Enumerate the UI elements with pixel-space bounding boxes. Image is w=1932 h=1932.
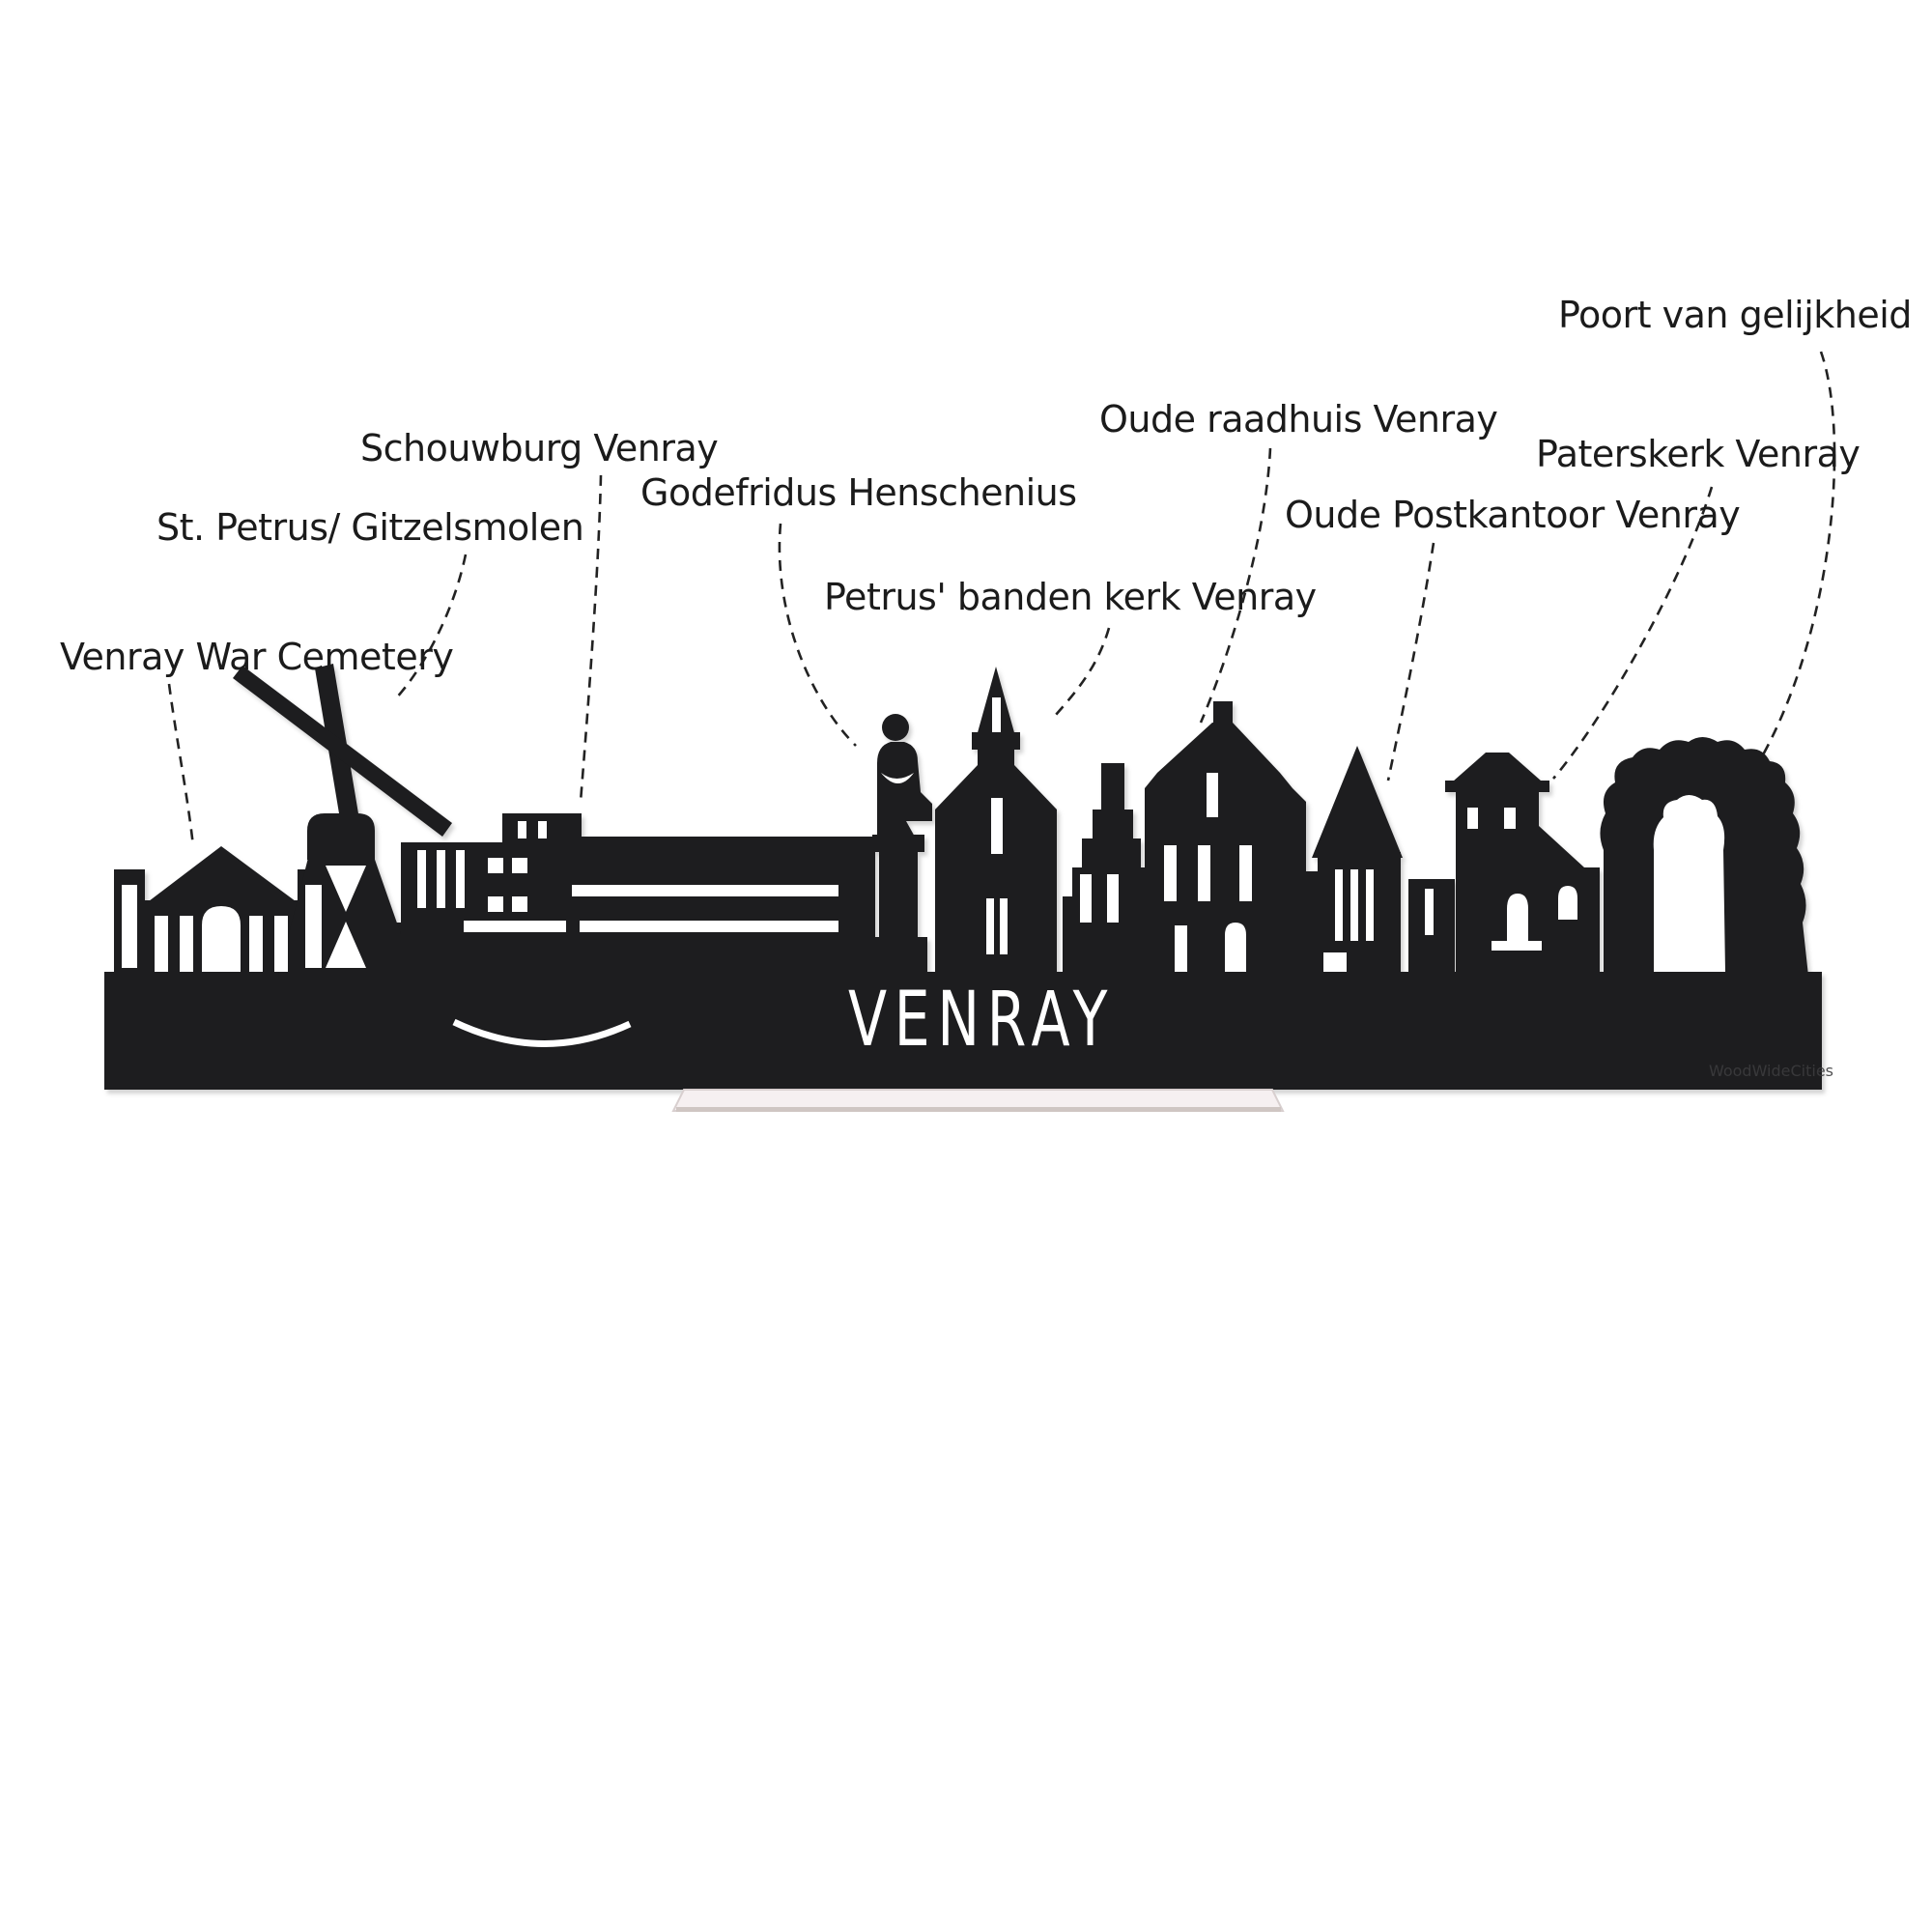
leader-line-godefridus-henschenius [780, 524, 856, 746]
watermark-text: WoodWideCities [1708, 1062, 1833, 1080]
label-poort-van-gelijkheid: Poort van gelijkheid [1558, 294, 1912, 336]
leader-line-petrus-banden-kerk [1056, 628, 1109, 715]
landmark-statue [869, 714, 932, 976]
label-oude-postkantoor-venray: Oude Postkantoor Venray [1285, 494, 1741, 536]
leader-line-poort-van-gelijkheid [1747, 352, 1834, 782]
label-godefridus-henschenius: Godefridus Henschenius [640, 471, 1077, 514]
label-st-petrus-gitzelsmolen: St. Petrus/ Gitzelsmolen [156, 506, 584, 549]
label-petrus-banden-kerk-venray: Petrus' banden kerk Venray [824, 576, 1317, 618]
label-oude-raadhuis-venray: Oude raadhuis Venray [1099, 398, 1498, 440]
leader-line-venray-war-cemetery [169, 684, 193, 846]
label-schouwburg-venray: Schouwburg Venray [360, 427, 719, 469]
label-venray-war-cemetery: Venray War Cemetery [60, 636, 454, 678]
display-stand [673, 1090, 1283, 1112]
leader-line-oude-postkantoor [1388, 543, 1434, 781]
label-paterskerk-venray: Paterskerk Venray [1536, 433, 1861, 475]
city-name-text: VENRAY [848, 977, 1115, 1064]
